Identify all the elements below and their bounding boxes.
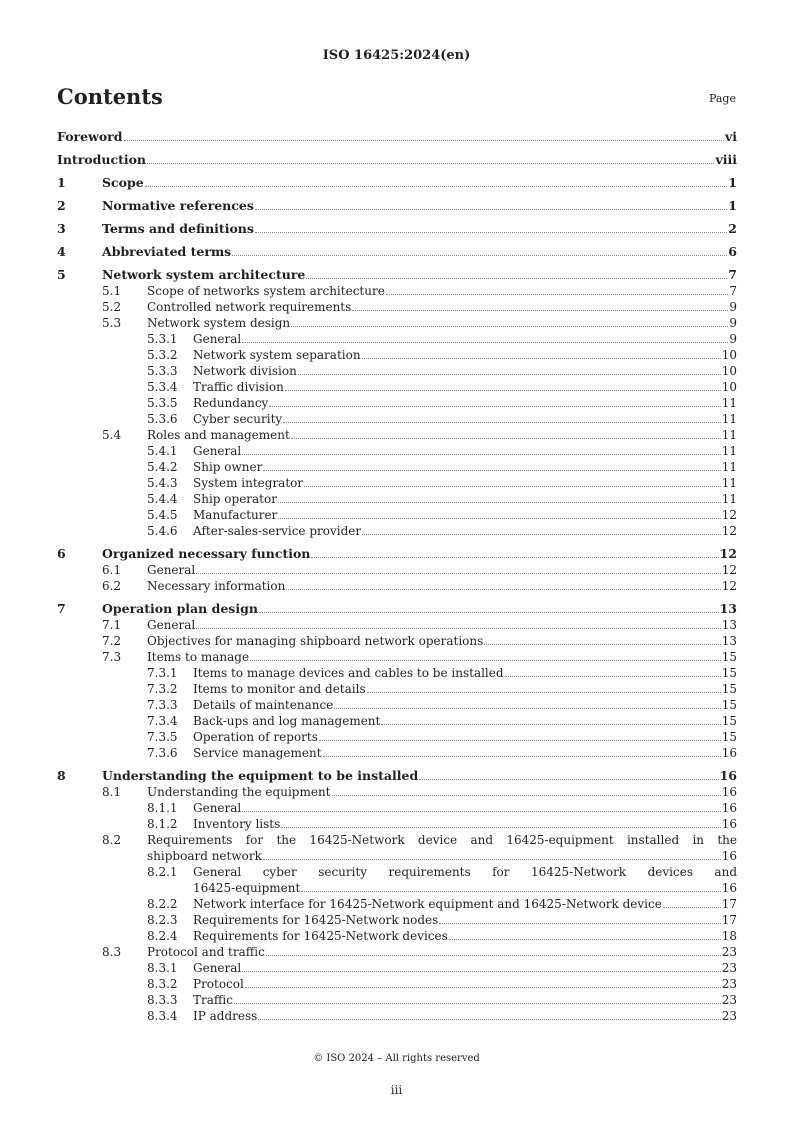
toc-entry-number: 5.2 bbox=[102, 300, 122, 314]
toc-entry[interactable] bbox=[57, 649, 737, 665]
toc-entry-page: 12 bbox=[719, 546, 737, 561]
toc-entry[interactable] bbox=[57, 299, 737, 315]
toc-entry-page: 2 bbox=[728, 221, 737, 236]
toc-entry[interactable] bbox=[57, 800, 737, 816]
toc-entry-title: Items to manage devices and cables to be installed bbox=[193, 666, 504, 680]
toc-entry-title: Controlled network requirements bbox=[147, 300, 352, 314]
toc-entry-page: 16 bbox=[721, 801, 737, 815]
dot-leader bbox=[323, 756, 721, 757]
toc-entry-page: 10 bbox=[721, 364, 737, 378]
toc-entry-number: 5.1 bbox=[102, 284, 122, 298]
dot-leader bbox=[232, 255, 727, 256]
toc-entry-page: 13 bbox=[721, 634, 737, 648]
toc-entry-number: 2 bbox=[57, 198, 66, 213]
toc-entry-number: 1 bbox=[57, 175, 66, 190]
toc-entry[interactable] bbox=[57, 578, 737, 594]
toc-entry[interactable] bbox=[57, 395, 737, 411]
dot-leader bbox=[319, 740, 721, 741]
toc-entry[interactable] bbox=[57, 600, 737, 617]
toc-entry-title: Ship operator bbox=[193, 492, 277, 506]
toc-entry-number: 5.3.5 bbox=[147, 396, 178, 410]
toc-entry-page: 17 bbox=[721, 913, 737, 927]
toc-entry-page: 12 bbox=[721, 563, 737, 577]
toc-entry-page: 15 bbox=[721, 730, 737, 744]
toc-entry[interactable] bbox=[57, 545, 737, 562]
toc-entry[interactable] bbox=[57, 633, 737, 649]
dot-leader bbox=[283, 422, 721, 423]
toc-entry-number: 5.3.1 bbox=[147, 332, 178, 346]
toc-entry[interactable] bbox=[57, 729, 737, 745]
dot-leader bbox=[285, 390, 721, 391]
toc-entry-page: 15 bbox=[721, 650, 737, 664]
toc-entry-title: Operation plan design bbox=[102, 601, 258, 616]
toc-entry-title: Necessary information bbox=[147, 579, 286, 593]
toc-entry-number: 5.3.4 bbox=[147, 380, 178, 394]
toc-entry-page: 11 bbox=[721, 476, 737, 490]
dot-leader bbox=[439, 923, 720, 924]
dot-leader bbox=[258, 1019, 720, 1020]
dot-leader bbox=[255, 232, 727, 233]
toc-entry-number: 7.2 bbox=[102, 634, 122, 648]
dot-leader bbox=[250, 660, 721, 661]
toc-entry-title: Network system architecture bbox=[102, 267, 306, 282]
toc-entry-title: Scope bbox=[102, 175, 144, 190]
toc-entry-number: 8.3.4 bbox=[147, 1009, 178, 1023]
dot-leader bbox=[484, 644, 720, 645]
toc-entry[interactable] bbox=[57, 832, 737, 864]
toc-entry-number: 5.3.3 bbox=[147, 364, 178, 378]
toc-entry-title: Understanding the equipment bbox=[147, 785, 331, 799]
dot-leader bbox=[505, 676, 721, 677]
toc-entry-number: 5.3.2 bbox=[147, 348, 178, 362]
toc-entry-page: 16 bbox=[721, 881, 737, 895]
toc-entry-number: 7.3.6 bbox=[147, 746, 178, 760]
toc-entry-number: 6.2 bbox=[102, 579, 122, 593]
toc-entry[interactable] bbox=[57, 992, 737, 1008]
toc-entry-number: 8.2 bbox=[102, 833, 122, 847]
dot-leader bbox=[234, 1003, 721, 1004]
toc-entry-page: 7 bbox=[729, 284, 737, 298]
toc-entry-number: 8.2.4 bbox=[147, 929, 178, 943]
dot-leader bbox=[663, 907, 721, 908]
toc-entry-title: General bbox=[193, 801, 242, 815]
dot-leader bbox=[281, 827, 720, 828]
toc-entry-title: Terms and definitions bbox=[102, 221, 254, 236]
toc-entry-page: 15 bbox=[721, 666, 737, 680]
toc-entry-number: 8.2.2 bbox=[147, 897, 178, 911]
toc-entry-title: Inventory lists bbox=[193, 817, 281, 831]
toc-entry-page: 23 bbox=[721, 1009, 737, 1023]
toc-entry-page: 10 bbox=[721, 348, 737, 362]
toc-entry-number: 8.2.3 bbox=[147, 913, 178, 927]
toc-entry-number: 8.3.3 bbox=[147, 993, 178, 1007]
dot-leader bbox=[306, 278, 727, 279]
toc-entry[interactable] bbox=[57, 243, 737, 260]
table-of-contents bbox=[57, 128, 737, 1024]
toc-entry-title: Ship owner bbox=[193, 460, 263, 474]
toc-entry-page: 13 bbox=[721, 618, 737, 632]
toc-entry-number: 8.2.1 bbox=[147, 865, 178, 879]
toc-entry[interactable] bbox=[57, 347, 737, 363]
toc-entry-page: 15 bbox=[721, 682, 737, 696]
toc-entry-page: 10 bbox=[721, 380, 737, 394]
dot-leader bbox=[304, 486, 721, 487]
toc-entry-title: Details of maintenance bbox=[193, 698, 334, 712]
toc-entry-number: 6.1 bbox=[102, 563, 122, 577]
toc-entry-title: Organized necessary function bbox=[102, 546, 311, 561]
toc-entry-title: Traffic division bbox=[193, 380, 284, 394]
toc-entry-page: 18 bbox=[721, 929, 737, 943]
toc-entry-number: 3 bbox=[57, 221, 66, 236]
toc-entry-title: Requirements for 16425-Network devices bbox=[193, 929, 448, 943]
toc-entry[interactable] bbox=[57, 363, 737, 379]
dot-leader bbox=[311, 557, 718, 558]
toc-entry[interactable] bbox=[57, 331, 737, 347]
toc-entry-title: Requirements for the 16425-Network device and 16425-equipment installed in the bbox=[147, 833, 737, 847]
page-column-label: Page bbox=[708, 92, 736, 105]
dot-leader bbox=[332, 795, 721, 796]
dot-leader bbox=[367, 692, 721, 693]
toc-entry-number: 8.3.1 bbox=[147, 961, 178, 975]
toc-entry-title: Network system separation bbox=[193, 348, 361, 362]
toc-entry-page: 16 bbox=[721, 785, 737, 799]
toc-entry-number: 5.4 bbox=[102, 428, 122, 442]
toc-entry-title: Roles and management bbox=[147, 428, 290, 442]
toc-entry[interactable] bbox=[57, 976, 737, 992]
toc-entry-title: Normative references bbox=[102, 198, 254, 213]
toc-entry-number: 6 bbox=[57, 546, 66, 561]
toc-entry-title: Operation of reports bbox=[193, 730, 318, 744]
dot-leader bbox=[263, 470, 720, 471]
toc-entry-number: 7.3.5 bbox=[147, 730, 178, 744]
dot-leader bbox=[245, 987, 721, 988]
dot-leader bbox=[334, 708, 720, 709]
toc-entry[interactable] bbox=[57, 475, 737, 491]
dot-leader bbox=[242, 811, 720, 812]
toc-entry-page: 23 bbox=[721, 977, 737, 991]
toc-entry-page: 9 bbox=[729, 316, 737, 330]
toc-entry-title: Service management bbox=[193, 746, 322, 760]
toc-entry-title: Protocol bbox=[193, 977, 244, 991]
dot-leader bbox=[278, 518, 720, 519]
toc-entry-title: General bbox=[147, 563, 196, 577]
toc-entry-page: 11 bbox=[721, 492, 737, 506]
toc-entry[interactable] bbox=[57, 816, 737, 832]
dot-leader bbox=[255, 209, 727, 210]
toc-entry[interactable] bbox=[57, 379, 737, 395]
toc-entry-page: 13 bbox=[719, 601, 737, 616]
toc-entry-page: 23 bbox=[721, 993, 737, 1007]
toc-entry-page: 1 bbox=[728, 198, 737, 213]
toc-entry-number: 7.1 bbox=[102, 618, 122, 632]
toc-entry[interactable] bbox=[57, 896, 737, 912]
dot-leader bbox=[386, 294, 729, 295]
toc-entry-page: 9 bbox=[729, 332, 737, 346]
toc-entry[interactable] bbox=[57, 960, 737, 976]
toc-entry-number: 7.3.4 bbox=[147, 714, 178, 728]
toc-entry[interactable] bbox=[57, 427, 737, 443]
toc-entry-title: General cyber security requirements for 16425-Network devices and bbox=[193, 865, 737, 879]
toc-entry-page: 16 bbox=[721, 746, 737, 760]
dot-leader bbox=[242, 342, 728, 343]
toc-entry-title: Objectives for managing shipboard network operations bbox=[147, 634, 484, 648]
toc-entry[interactable] bbox=[57, 443, 737, 459]
toc-entry-number: 4 bbox=[57, 244, 66, 259]
toc-entry-page: 16 bbox=[721, 817, 737, 831]
toc-entry-page: 7 bbox=[728, 267, 737, 282]
toc-entry-page: 23 bbox=[721, 961, 737, 975]
toc-entry-page: 9 bbox=[729, 300, 737, 314]
toc-entry-title: Items to monitor and details bbox=[193, 682, 366, 696]
toc-entry-number: 8.3.2 bbox=[147, 977, 178, 991]
toc-entry-page: 16 bbox=[721, 849, 737, 863]
toc-entry-number: 7 bbox=[57, 601, 66, 616]
toc-entry[interactable] bbox=[57, 928, 737, 944]
dot-leader bbox=[263, 859, 721, 860]
toc-entry-page: 11 bbox=[721, 460, 737, 474]
toc-entry-title: General bbox=[193, 444, 242, 458]
toc-entry-page: 23 bbox=[721, 945, 737, 959]
toc-entry-title-continued: 16425-equipment bbox=[193, 881, 301, 895]
toc-entry-page: 1 bbox=[728, 175, 737, 190]
toc-entry[interactable] bbox=[57, 411, 737, 427]
page-title: Contents bbox=[57, 84, 163, 109]
toc-entry-title: Introduction bbox=[57, 152, 147, 167]
toc-entry[interactable] bbox=[57, 697, 737, 713]
toc-entry-title: Protocol and traffic bbox=[147, 945, 265, 959]
dot-leader bbox=[196, 628, 720, 629]
toc-entry-number: 5.4.5 bbox=[147, 508, 178, 522]
toc-entry-number: 5.4.3 bbox=[147, 476, 178, 490]
dot-leader bbox=[301, 891, 720, 892]
toc-entry-title: Network division bbox=[193, 364, 297, 378]
toc-entry-page: 16 bbox=[719, 768, 737, 783]
toc-entry-number: 8.1 bbox=[102, 785, 122, 799]
toc-entry-number: 5.3 bbox=[102, 316, 122, 330]
dot-leader bbox=[381, 724, 720, 725]
toc-entry-number: 7.3.2 bbox=[147, 682, 178, 696]
dot-leader bbox=[298, 374, 721, 375]
toc-entry-page: 15 bbox=[721, 714, 737, 728]
toc-entry-number: 5.3.6 bbox=[147, 412, 178, 426]
dot-leader bbox=[362, 534, 721, 535]
toc-entry-page: vi bbox=[724, 129, 737, 144]
toc-entry-title: After-sales-service provider bbox=[193, 524, 362, 538]
toc-entry-title: Requirements for 16425-Network nodes bbox=[193, 913, 439, 927]
toc-entry-page: 11 bbox=[721, 428, 737, 442]
toc-entry-number: 8 bbox=[57, 768, 66, 783]
page-number: iii bbox=[390, 1083, 403, 1097]
dot-leader bbox=[124, 140, 724, 141]
toc-entry-title: Network interface for 16425-Network equipment and 16425-Network device bbox=[193, 897, 662, 911]
toc-entry-title: Traffic bbox=[193, 993, 233, 1007]
toc-entry[interactable] bbox=[57, 562, 737, 578]
toc-entry-page: 12 bbox=[721, 508, 737, 522]
toc-entry-number: 8.1.2 bbox=[147, 817, 178, 831]
dot-leader bbox=[242, 971, 720, 972]
toc-entry[interactable] bbox=[57, 197, 737, 214]
toc-entry[interactable] bbox=[57, 507, 737, 523]
toc-entry[interactable] bbox=[57, 491, 737, 507]
toc-entry[interactable] bbox=[57, 220, 737, 237]
dot-leader bbox=[278, 502, 721, 503]
toc-entry-number: 7.3 bbox=[102, 650, 122, 664]
toc-entry-number: 5.4.4 bbox=[147, 492, 178, 506]
toc-entry-number: 5.4.1 bbox=[147, 444, 178, 458]
toc-entry-title: Network system design bbox=[147, 316, 291, 330]
dot-leader bbox=[269, 406, 720, 407]
toc-entry-page: viii bbox=[715, 152, 737, 167]
toc-entry-title: Redundancy bbox=[193, 396, 269, 410]
toc-entry-title: IP address bbox=[193, 1009, 258, 1023]
toc-entry-title: Items to manage bbox=[147, 650, 250, 664]
dot-leader bbox=[352, 310, 728, 311]
dot-leader bbox=[449, 939, 721, 940]
dot-leader bbox=[291, 326, 728, 327]
toc-entry-page: 15 bbox=[721, 698, 737, 712]
toc-entry-title: Manufacturer bbox=[193, 508, 278, 522]
toc-entry-page: 17 bbox=[721, 897, 737, 911]
dot-leader bbox=[259, 612, 719, 613]
document-id-header: ISO 16425:2024(en) bbox=[322, 48, 471, 63]
dot-leader bbox=[147, 163, 714, 164]
toc-entry[interactable] bbox=[57, 681, 737, 697]
toc-entry-number: 7.3.1 bbox=[147, 666, 178, 680]
toc-entry-title: General bbox=[193, 961, 242, 975]
toc-entry[interactable] bbox=[57, 128, 737, 145]
toc-entry[interactable] bbox=[57, 1008, 737, 1024]
dot-leader bbox=[419, 779, 718, 780]
toc-entry[interactable] bbox=[57, 784, 737, 800]
toc-entry-page: 11 bbox=[721, 396, 737, 410]
dot-leader bbox=[196, 573, 720, 574]
dot-leader bbox=[291, 438, 721, 439]
toc-entry[interactable] bbox=[57, 665, 737, 681]
toc-entry-number: 8.1.1 bbox=[147, 801, 178, 815]
toc-entry-number: 5.4.6 bbox=[147, 524, 178, 538]
toc-entry-number: 7.3.3 bbox=[147, 698, 178, 712]
toc-entry[interactable] bbox=[57, 151, 737, 168]
toc-entry-page: 12 bbox=[721, 524, 737, 538]
copyright-footer: © ISO 2024 – All rights reserved bbox=[313, 1053, 480, 1064]
toc-entry[interactable] bbox=[57, 617, 737, 633]
toc-entry[interactable] bbox=[57, 864, 737, 896]
toc-entry-title: Understanding the equipment to be installed bbox=[102, 768, 419, 783]
toc-entry-page: 6 bbox=[728, 244, 737, 259]
toc-entry[interactable] bbox=[57, 174, 737, 191]
toc-entry-number: 8.3 bbox=[102, 945, 122, 959]
toc-entry[interactable] bbox=[57, 912, 737, 928]
toc-entry[interactable] bbox=[57, 944, 737, 960]
dot-leader bbox=[266, 955, 721, 956]
dot-leader bbox=[242, 454, 720, 455]
toc-entry-title: Back-ups and log management bbox=[193, 714, 381, 728]
toc-entry-page: 12 bbox=[721, 579, 737, 593]
toc-entry[interactable] bbox=[57, 459, 737, 475]
toc-entry-title: Cyber security bbox=[193, 412, 283, 426]
toc-entry[interactable] bbox=[57, 266, 737, 283]
toc-entry-title: System integrator bbox=[193, 476, 304, 490]
toc-entry[interactable] bbox=[57, 767, 737, 784]
dot-leader bbox=[145, 186, 728, 187]
toc-entry-title-continued: shipboard network bbox=[147, 849, 262, 863]
toc-entry-number: 5.4.2 bbox=[147, 460, 178, 474]
toc-entry[interactable] bbox=[57, 283, 737, 299]
dot-leader bbox=[362, 358, 721, 359]
toc-entry-number: 5 bbox=[57, 267, 66, 282]
toc-entry[interactable] bbox=[57, 523, 737, 539]
toc-entry-title: General bbox=[147, 618, 196, 632]
toc-entry[interactable] bbox=[57, 745, 737, 761]
toc-entry-page: 11 bbox=[721, 412, 737, 426]
toc-entry[interactable] bbox=[57, 713, 737, 729]
toc-entry-title: Abbreviated terms bbox=[102, 244, 232, 259]
toc-entry-page: 11 bbox=[721, 444, 737, 458]
toc-entry-title: Foreword bbox=[57, 129, 123, 144]
dot-leader bbox=[286, 589, 720, 590]
toc-entry[interactable] bbox=[57, 315, 737, 331]
toc-entry-title: Scope of networks system architecture bbox=[147, 284, 385, 298]
toc-entry-title: General bbox=[193, 332, 242, 346]
